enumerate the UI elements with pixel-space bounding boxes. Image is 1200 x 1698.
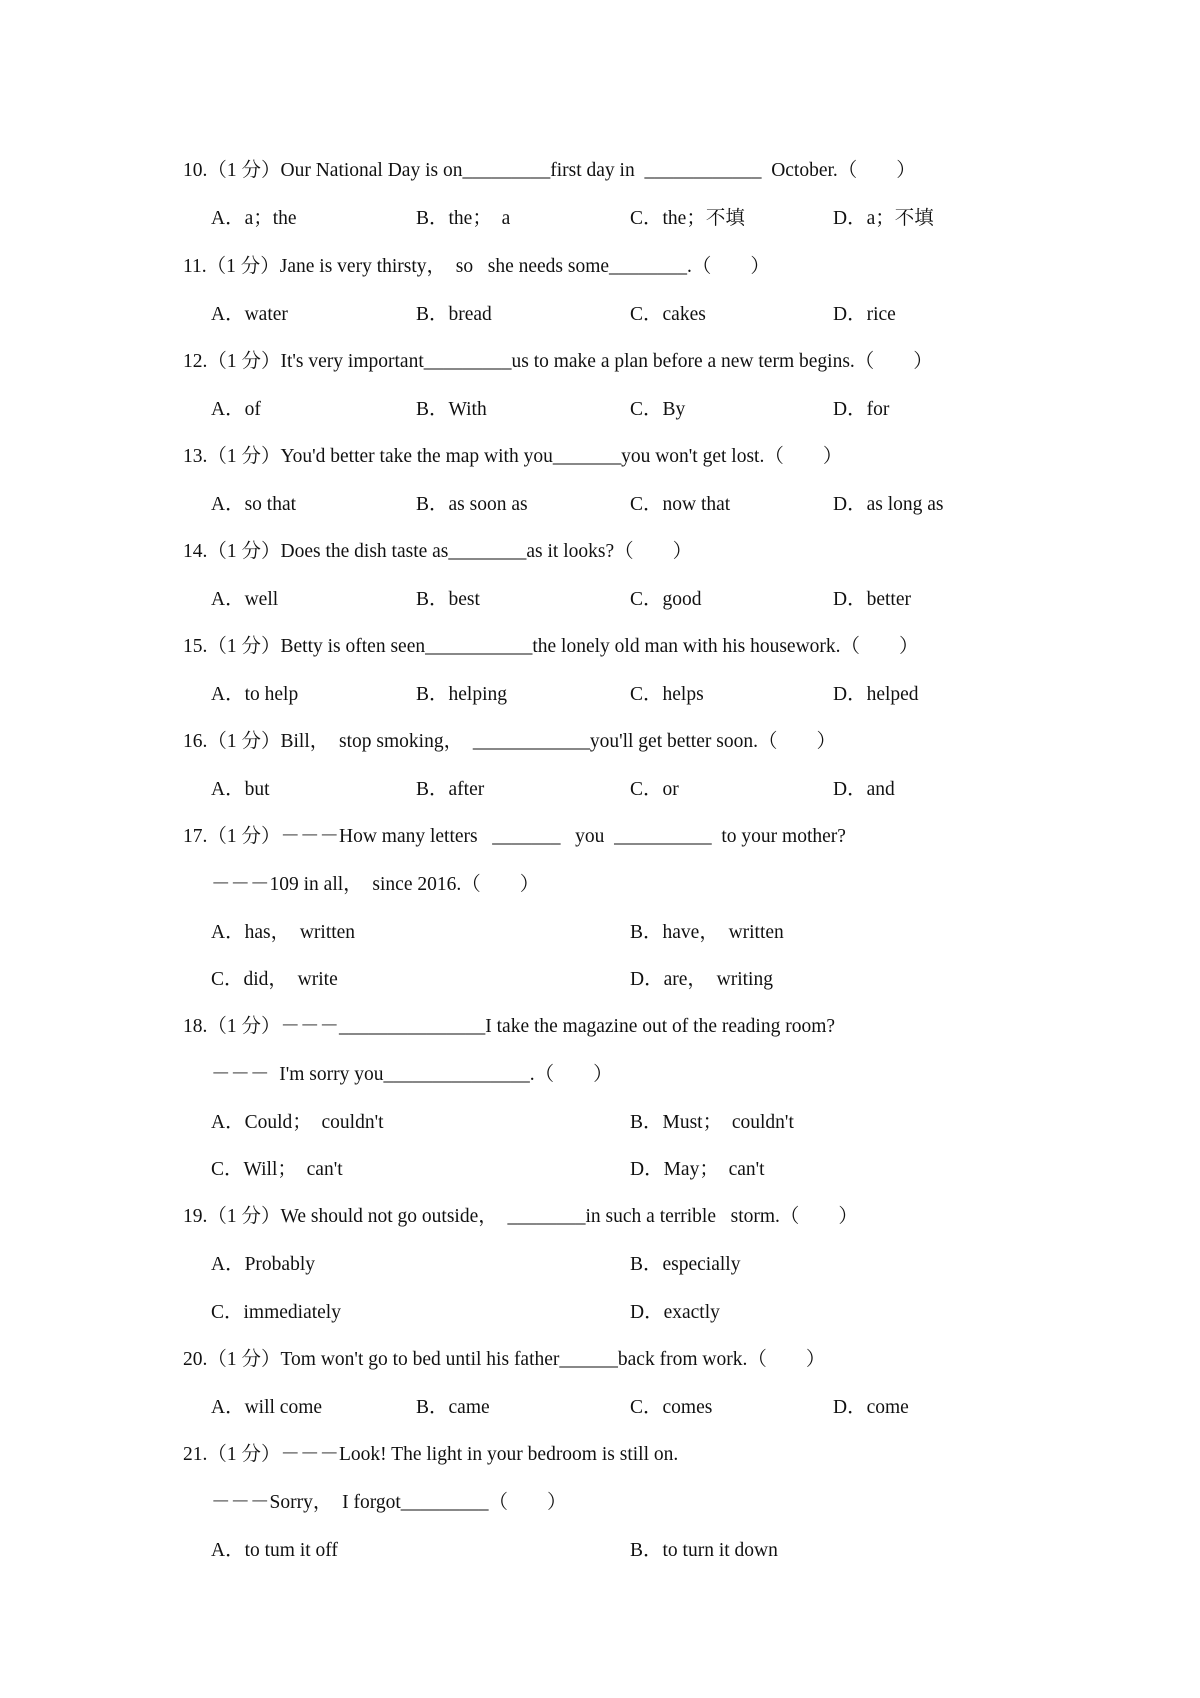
question-21-option-a[interactable]: A．to tum it off	[211, 1540, 338, 1561]
question-16-option-c[interactable]: C．or	[630, 779, 679, 800]
question-11-option-a[interactable]: A．water	[211, 304, 288, 325]
question-10-stem: 10.（1 分）Our National Day is on_________first day in ____________ October.（ ）	[183, 160, 916, 181]
question-11-stem: 11.（1 分）Jane is very thirsty， so she needs some________.（ ）	[183, 256, 770, 277]
question-13-option-b[interactable]: B．as soon as	[416, 494, 528, 515]
question-18-stem-reply: －－－ I'm sorry you_______________.（ ）	[211, 1064, 613, 1085]
question-13-stem: 13.（1 分）You'd better take the map with you_______you won't get lost.（ ）	[183, 446, 843, 467]
question-15-option-a[interactable]: A．to help	[211, 684, 299, 705]
question-19-stem: 19.（1 分）We should not go outside， ________in such a terrible storm.（ ）	[183, 1206, 858, 1227]
question-19-option-a[interactable]: A．Probably	[211, 1254, 315, 1275]
question-12-option-d[interactable]: D．for	[833, 399, 890, 420]
question-21-stem: 21.（1 分）－－－Look! The light in your bedroom is still on.	[183, 1444, 679, 1465]
question-16-option-a[interactable]: A．but	[211, 779, 270, 800]
question-18-option-c[interactable]: C．Will； can't	[211, 1159, 343, 1180]
question-17-option-a[interactable]: A．has， written	[211, 922, 356, 943]
question-18-stem: 18.（1 分）－－－_______________I take the magazine out of the reading room?	[183, 1016, 836, 1037]
question-21-option-b[interactable]: B．to turn it down	[630, 1540, 778, 1561]
question-19-option-c[interactable]: C．immediately	[211, 1302, 341, 1323]
question-11-option-d[interactable]: D．rice	[833, 304, 896, 325]
question-20-option-d[interactable]: D．come	[833, 1397, 909, 1418]
question-20-option-c[interactable]: C．comes	[630, 1397, 713, 1418]
question-15-stem: 15.（1 分）Betty is often seen___________the lonely old man with his housework.（ ）	[183, 636, 919, 657]
question-14-stem: 14.（1 分）Does the dish taste as________as it looks?（ ）	[183, 541, 693, 562]
question-21-stem-reply: －－－Sorry， I forgot_________（ ）	[211, 1492, 567, 1513]
question-14-option-d[interactable]: D．better	[833, 589, 911, 610]
question-12-option-a[interactable]: A．of	[211, 399, 261, 420]
question-12-option-c[interactable]: C．By	[630, 399, 686, 420]
question-17-option-b[interactable]: B．have， written	[630, 922, 784, 943]
question-15-option-b[interactable]: B．helping	[416, 684, 507, 705]
question-15-option-c[interactable]: C．helps	[630, 684, 704, 705]
question-10-option-c[interactable]: C．the；不填	[630, 208, 745, 229]
question-10-option-a[interactable]: A．a；the	[211, 208, 297, 229]
question-14-option-a[interactable]: A．well	[211, 589, 279, 610]
question-17-stem-reply: －－－109 in all， since 2016.（ ）	[211, 874, 540, 895]
question-13-option-c[interactable]: C．now that	[630, 494, 731, 515]
question-20-option-a[interactable]: A．will come	[211, 1397, 323, 1418]
question-10-option-b[interactable]: B．the； a	[416, 208, 511, 229]
question-16-option-d[interactable]: D．and	[833, 779, 895, 800]
question-14-option-b[interactable]: B．best	[416, 589, 480, 610]
question-12-option-b[interactable]: B．With	[416, 399, 487, 420]
question-20-option-b[interactable]: B．came	[416, 1397, 490, 1418]
question-17-option-c[interactable]: C．did， write	[211, 969, 338, 990]
question-11-option-b[interactable]: B．bread	[416, 304, 492, 325]
question-13-option-d[interactable]: D．as long as	[833, 494, 944, 515]
question-11-option-c[interactable]: C．cakes	[630, 304, 706, 325]
question-20-stem: 20.（1 分）Tom won't go to bed until his father______back from work.（ ）	[183, 1349, 826, 1370]
question-18-option-b[interactable]: B．Must； couldn't	[630, 1112, 794, 1133]
question-17-option-d[interactable]: D．are， writing	[630, 969, 773, 990]
question-18-option-a[interactable]: A．Could； couldn't	[211, 1112, 384, 1133]
question-19-option-b[interactable]: B．especially	[630, 1254, 741, 1275]
question-12-stem: 12.（1 分）It's very important_________us to make a plan before a new term begins.（ ）	[183, 351, 933, 372]
question-16-stem: 16.（1 分）Bill， stop smoking， ____________you'll get better soon.（ ）	[183, 731, 836, 752]
question-14-option-c[interactable]: C．good	[630, 589, 702, 610]
question-18-option-d[interactable]: D．May； can't	[630, 1159, 765, 1180]
question-19-option-d[interactable]: D．exactly	[630, 1302, 720, 1323]
question-16-option-b[interactable]: B．after	[416, 779, 485, 800]
question-17-stem: 17.（1 分）－－－How many letters _______ you __________ to your mother?	[183, 826, 846, 847]
question-13-option-a[interactable]: A．so that	[211, 494, 297, 515]
question-10-option-d[interactable]: D．a；不填	[833, 208, 934, 229]
question-15-option-d[interactable]: D．helped	[833, 684, 919, 705]
